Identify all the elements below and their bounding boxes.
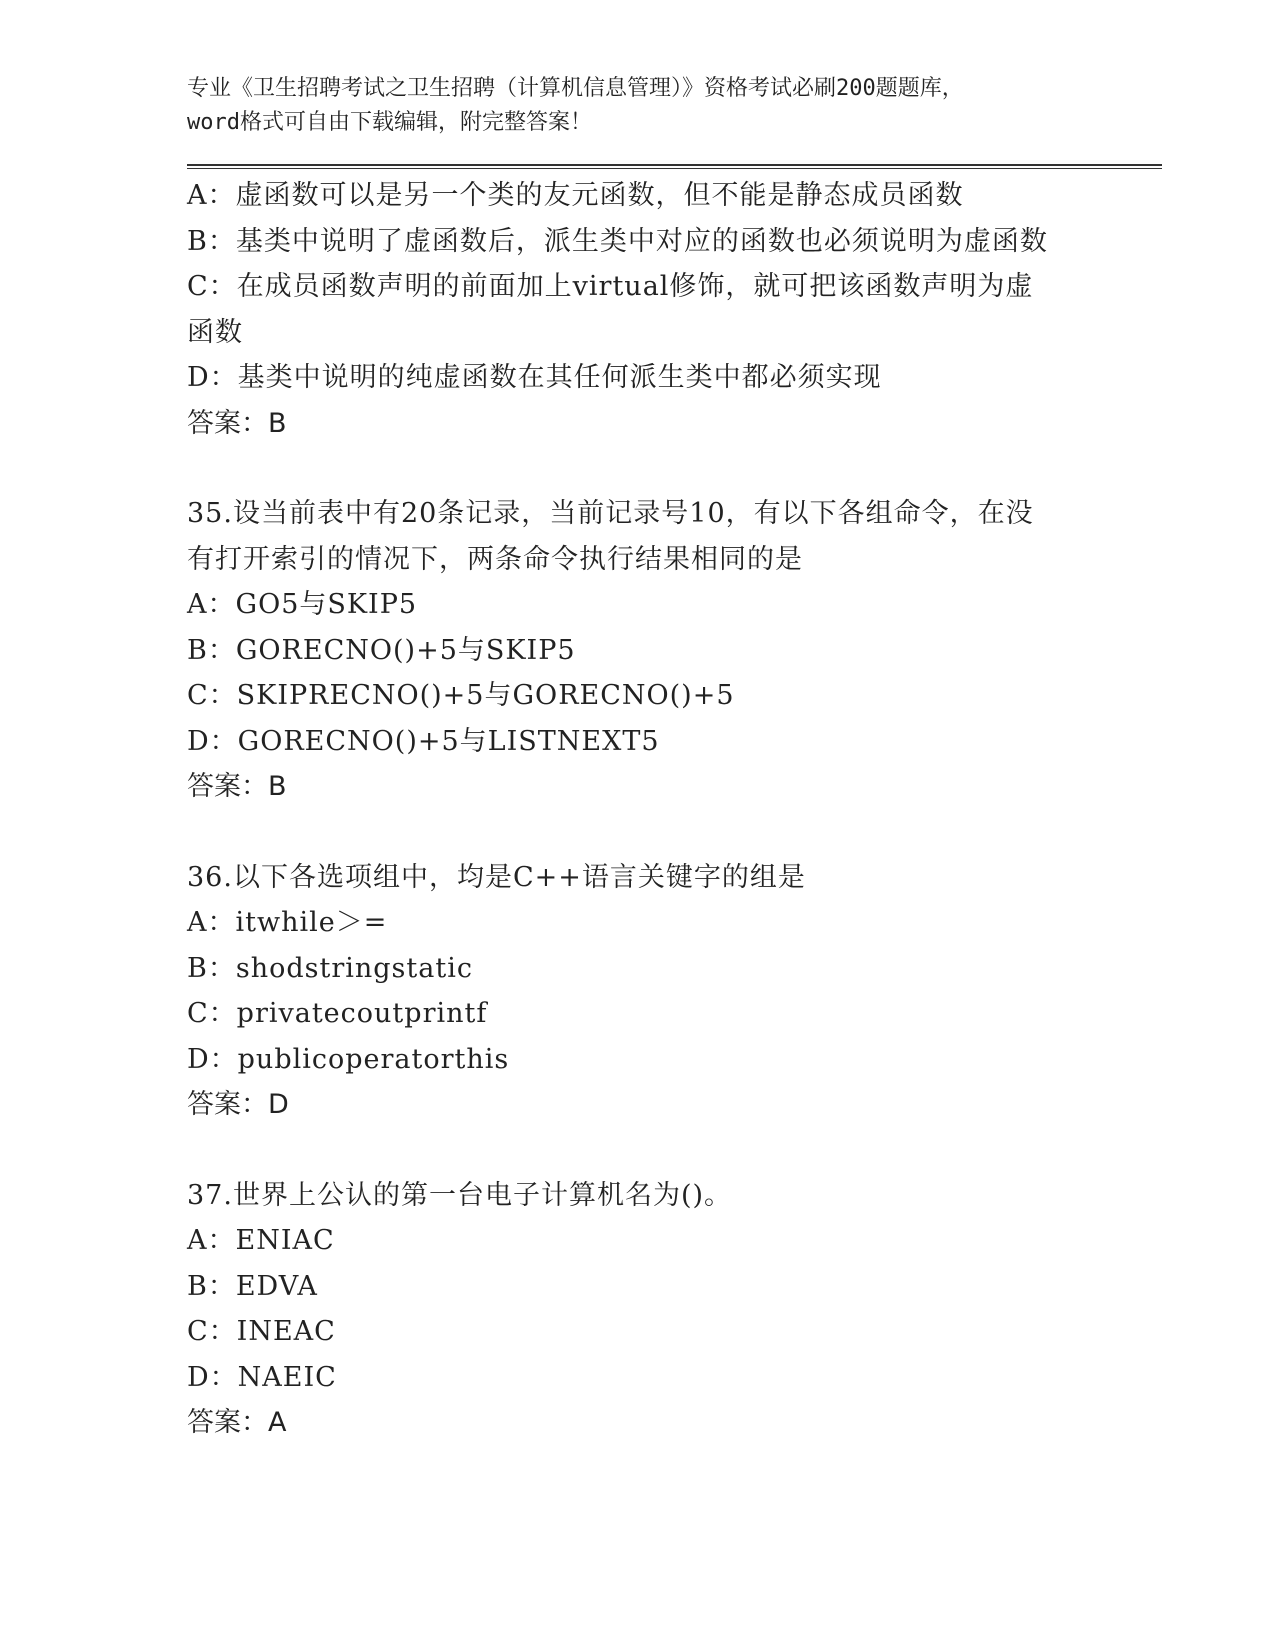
option-c: C：INEAC bbox=[187, 1316, 336, 1347]
option-b: B：shodstringstatic bbox=[187, 952, 473, 984]
option-b: B：EDVA bbox=[187, 1270, 318, 1302]
option-a: A：虚函数可以是另一个类的友元函数，但不能是静态成员函数 bbox=[187, 180, 964, 211]
answer-line: 答案：D bbox=[187, 1089, 289, 1120]
option-c-continued: 函数 bbox=[187, 316, 243, 348]
question-stem: 35.设当前表中有20条记录，当前记录号10，有以下各组命令，在没 bbox=[187, 498, 1034, 529]
question-stem: 36.以下各选项组中，均是C++语言关键字的组是 bbox=[187, 861, 806, 893]
question-continued bbox=[187, 173, 1087, 446]
header-title-line-2: word格式可自由下载编辑，附完整答案！ bbox=[187, 110, 592, 135]
question-stem-continued: 有打开索引的情况下，两条命令执行结果相同的是 bbox=[187, 543, 803, 575]
document-content bbox=[187, 72, 1087, 1446]
question-stem: 37.世界上公认的第一台电子计算机名为()。 bbox=[187, 1179, 733, 1211]
answer-line: 答案：B bbox=[187, 771, 287, 802]
option-c: C：在成员函数声明的前面加上virtual修饰，就可把该函数声明为虚 bbox=[187, 271, 1034, 302]
header-title-line-1: 专业《卫生招聘考试之卫生招聘（计算机信息管理）》资格考试必刷200题题库， bbox=[187, 76, 964, 101]
option-a: A：GO5与SKIP5 bbox=[187, 589, 418, 620]
question-35 bbox=[187, 491, 1087, 810]
option-a: A：itwhile＞= bbox=[187, 907, 388, 938]
answer-line: 答案：A bbox=[187, 1407, 287, 1438]
option-c: C：privatecoutprintf bbox=[187, 998, 488, 1029]
option-d: D：GORECNO()+5与LISTNEXT5 bbox=[187, 725, 660, 757]
option-d: D：基类中说明的纯虚函数在其任何派生类中都必须实现 bbox=[187, 362, 882, 393]
answer-line: 答案：B bbox=[187, 407, 287, 439]
question-37 bbox=[187, 1173, 1087, 1446]
option-d: D：publicoperatorthis bbox=[187, 1043, 510, 1075]
option-a: A：ENIAC bbox=[187, 1225, 335, 1256]
question-36 bbox=[187, 855, 1087, 1128]
header-divider bbox=[187, 164, 1162, 169]
document-header bbox=[187, 72, 1087, 140]
option-b: B：基类中说明了虚函数后，派生类中对应的函数也必须说明为虚函数 bbox=[187, 225, 1048, 257]
option-d: D：NAEIC bbox=[187, 1361, 337, 1393]
option-b: B：GORECNO()+5与SKIP5 bbox=[187, 634, 576, 666]
option-c: C：SKIPRECNO()+5与GORECNO()+5 bbox=[187, 680, 735, 711]
